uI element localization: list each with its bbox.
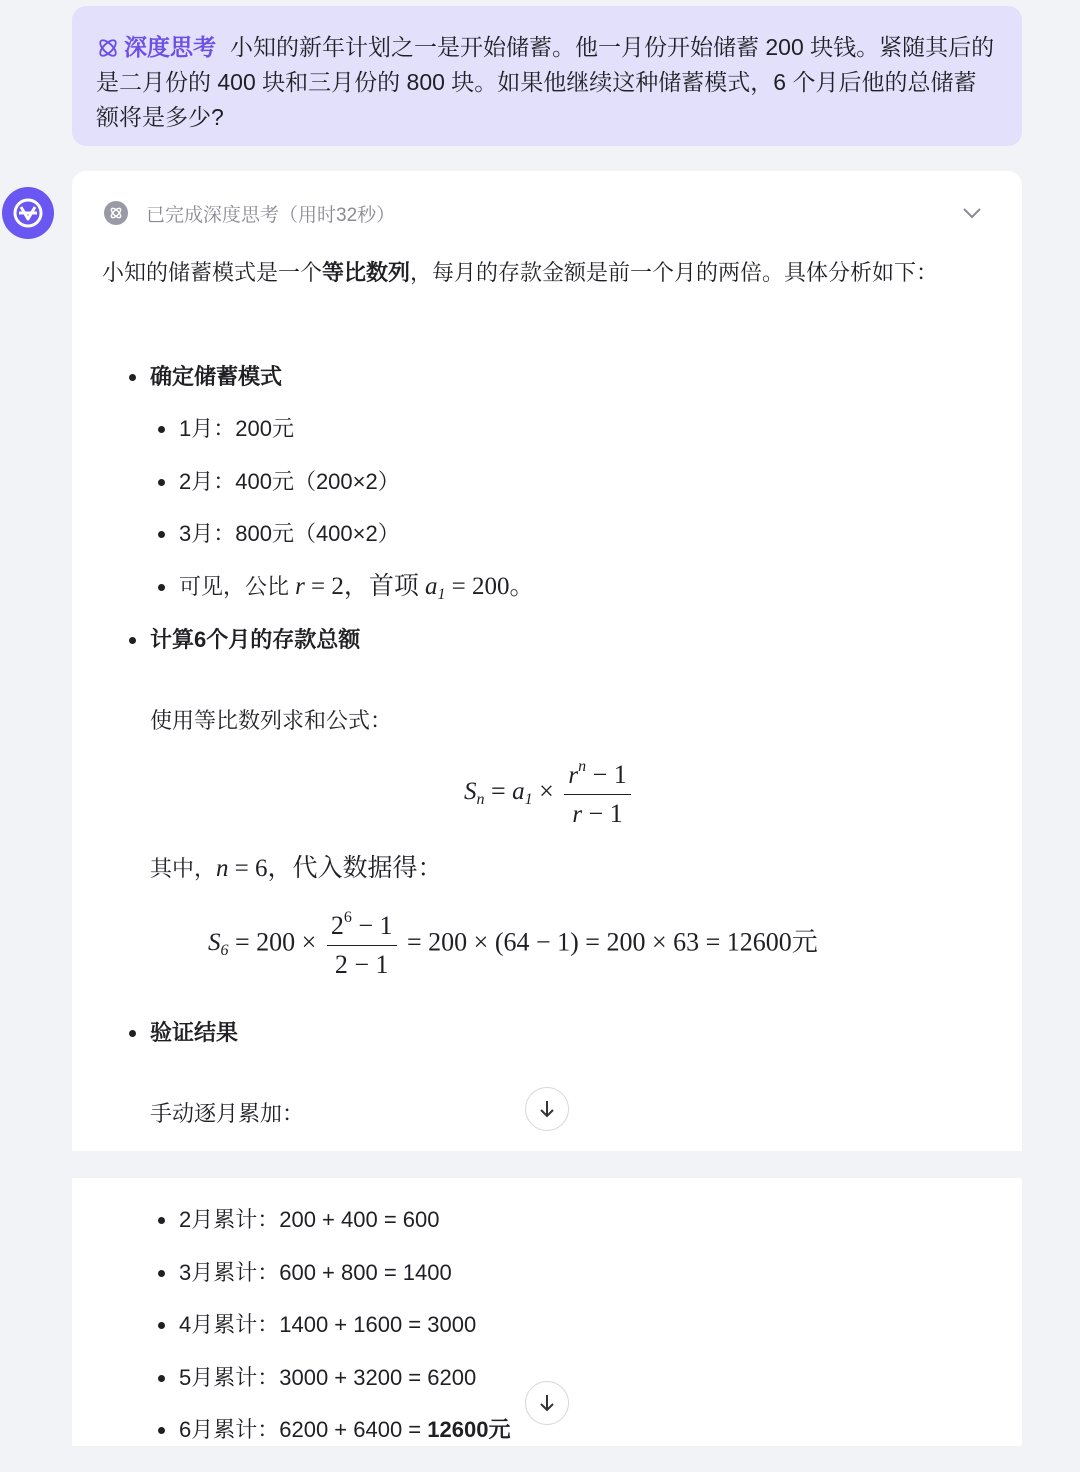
n-value-line bbox=[150, 854, 443, 884]
deep-think-tag bbox=[96, 34, 216, 60]
ratio-eq: = 2，首项 bbox=[311, 573, 419, 600]
ratio-val: = 200。 bbox=[451, 573, 535, 600]
assistant-reply-card-continued bbox=[72, 1178, 1022, 1446]
section-title-total: 计算6个月的存款总额 bbox=[150, 625, 360, 655]
list-item-final bbox=[179, 1415, 510, 1445]
section-title-verify: 验证结果 bbox=[150, 1018, 238, 1048]
assistant-reply-card bbox=[72, 171, 1022, 1151]
result-formula: $S_6 = 200$ × $\frac{2^6 - 1}{2 - 1}$ = 200 × (64 − 1) = 200 × 63 = 12600元 bbox=[208, 909, 818, 979]
result-tail: = 200 × (64 − 1) = 200 × 63 = 12600元 bbox=[407, 927, 818, 957]
thinking-icon bbox=[104, 201, 128, 225]
list-item: 3月：800元（400×2） bbox=[179, 519, 400, 549]
n-eq: = 6，代入数据得： bbox=[234, 855, 443, 882]
thinking-status-text: 已完成深度思考（用时32秒） bbox=[146, 204, 396, 226]
math-a1: $a_1$ bbox=[424, 573, 446, 603]
manual-sum-label: 手动逐月累加： bbox=[150, 1101, 305, 1126]
ratio-item bbox=[179, 572, 534, 610]
intro-bold-term: 等比数列 bbox=[322, 260, 411, 285]
assistant-logo-icon bbox=[12, 197, 44, 229]
intro-paragraph bbox=[102, 253, 972, 293]
math-n: n bbox=[216, 855, 229, 882]
ratio-pre: 可见，公比 bbox=[179, 574, 290, 599]
n-pre: 其中， bbox=[150, 856, 217, 881]
formula-intro: 使用等比数列求和公式： bbox=[150, 708, 393, 733]
list-item: 2月：400元（200×2） bbox=[179, 467, 400, 497]
sum-formula: $S_n = a_1$ × $\frac{r^n - 1}{r - 1}$ bbox=[464, 758, 635, 829]
scroll-down-button-2[interactable] bbox=[525, 1381, 569, 1425]
final-total: 12600元 bbox=[427, 1417, 511, 1442]
section-title-pattern: 确定储蓄模式 bbox=[150, 362, 282, 392]
deep-think-icon bbox=[96, 37, 120, 59]
intro-text-post: ，每月的存款金额是前一个月的两倍。具体分析如下： bbox=[410, 260, 939, 285]
list-item: 5月累计：3000 + 3200 = 6200 bbox=[179, 1363, 476, 1393]
intro-text-pre: 小知的储蓄模式是一个 bbox=[102, 260, 323, 285]
arrow-down-icon bbox=[538, 1099, 556, 1119]
user-message-bubble bbox=[72, 6, 1022, 146]
math-r: r bbox=[295, 573, 305, 600]
list-item: 1月：200元 bbox=[179, 414, 294, 444]
arrow-down-icon bbox=[538, 1393, 556, 1413]
assistant-avatar bbox=[2, 187, 54, 239]
list-item: 3月累计：600 + 800 = 1400 bbox=[179, 1258, 452, 1288]
final-pre: 6月累计：6200 + 6400 = bbox=[179, 1417, 428, 1442]
list-item: 4月累计：1400 + 1600 = 3000 bbox=[179, 1310, 476, 1340]
list-item: 2月累计：200 + 400 = 600 bbox=[179, 1205, 440, 1235]
user-question: 小知的新年计划之一是开始储蓄。他一月份开始储蓄 200 块钱。紧随其后的是二月份的 400 块和三月份的 800 块。如果他继续这种储蓄模式，6 个月后他的总储蓄额将是多少? bbox=[96, 34, 995, 130]
scroll-down-button[interactable] bbox=[525, 1087, 569, 1131]
collapse-chevron-icon[interactable] bbox=[962, 207, 982, 219]
deep-think-label: 深度思考 bbox=[124, 34, 216, 60]
thinking-status-row[interactable] bbox=[104, 199, 395, 227]
